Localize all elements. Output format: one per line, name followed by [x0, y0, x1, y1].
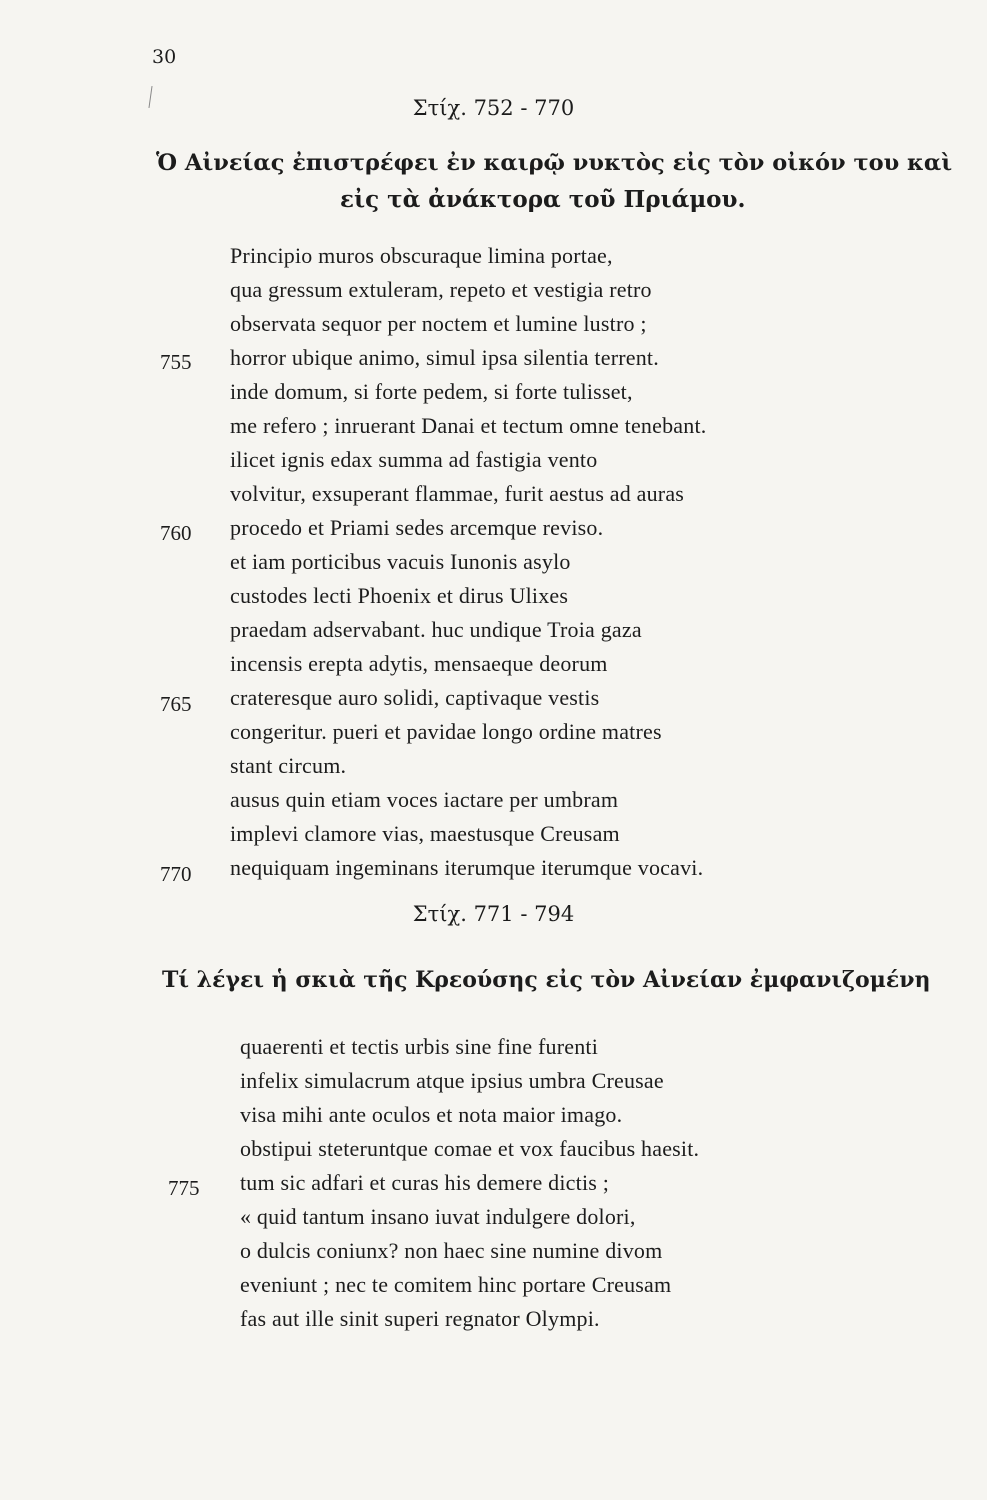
verse-line: ilicet ignis edax summa ad fastigia vento [230, 447, 598, 472]
verse-line: horror ubique animo, simul ipsa silentia terrent. [230, 345, 659, 370]
line-number: 765 [160, 692, 192, 716]
verse-line: fas aut ille sinit superi regnator Olympi. [240, 1306, 600, 1331]
line-number: 755 [160, 350, 192, 374]
verse-line: ausus quin etiam voces iactare per umbram [230, 787, 619, 812]
line-number: 770 [160, 862, 192, 886]
page-number: 30 [152, 46, 177, 68]
verse-line: nequiquam ingeminans iterumque iterumque vocavi. [230, 855, 704, 880]
line-number: 775 [168, 1176, 200, 1200]
verse-line: inde domum, si forte pedem, si forte tulisset, [230, 379, 633, 404]
verse-line: crateresque auro solidi, captivaque vestis [230, 685, 600, 710]
greek-title-2: Τί λέγει ἡ σκιὰ τῆς Κρεούσης εἰς τὸν Αἰνείαν ἐμφανιζομένη [162, 967, 931, 993]
verse-line: Principio muros obscuraque limina portae, [230, 243, 613, 268]
verse-line: obstipui steteruntque comae et vox faucibus haesit. [240, 1136, 700, 1161]
verse-line: me refero ; inruerant Danai et tectum omne tenebant. [230, 413, 707, 438]
verse-line: infelix simulacrum atque ipsius umbra Creusae [240, 1068, 664, 1093]
verse-line: volvitur, exsuperant flammae, furit aestus ad auras [230, 481, 685, 506]
verse-line: tum sic adfari et curas his demere dictis ; [240, 1170, 610, 1195]
verse-line: praedam adservabant. huc undique Troia gaza [230, 617, 642, 642]
verse-line: o dulcis coniunx? non haec sine numine divom [240, 1238, 663, 1263]
verse-line: « quid tantum insano iuvat indulgere dolori, [240, 1204, 636, 1229]
verse-line: observata sequor per noctem et lumine lustro ; [230, 311, 647, 336]
verse-line: stant circum. [230, 753, 347, 778]
verse-line: eveniunt ; nec te comitem hinc portare Creusam [240, 1272, 672, 1297]
section-heading-771-794: Στίχ. 771 - 794 [412, 902, 575, 926]
section-heading-752-770: Στίχ. 752 - 770 [412, 96, 575, 120]
line-number: 760 [160, 521, 192, 545]
verse-line: procedo et Priami sedes arcemque reviso. [230, 515, 604, 540]
verse-line: quaerenti et tectis urbis sine fine furenti [240, 1034, 599, 1059]
greek-title-1-line-1: Ὁ Αἰνείας ἐπιστρέφει ἐν καιρῷ νυκτὸς εἰς τὸν οἰκόν του καὶ [156, 150, 953, 176]
greek-title-1-line-2: εἰς τὰ ἀνάκτορα τοῦ Πριάμου. [340, 186, 746, 213]
verse-line: implevi clamore vias, maestusque Creusam [230, 821, 620, 846]
verse-line: et iam porticibus vacuis Iunonis asylo [230, 549, 571, 574]
verse-line: custodes lecti Phoenix et dirus Ulixes [230, 583, 569, 608]
verse-line: congeritur. pueri et pavidae longo ordine matres [230, 719, 662, 744]
verse-line: qua gressum extuleram, repeto et vestigia retro [230, 277, 652, 302]
verse-line: incensis erepta adytis, mensaeque deorum [230, 651, 608, 676]
verse-line: visa mihi ante oculos et nota maior imago. [240, 1102, 623, 1127]
